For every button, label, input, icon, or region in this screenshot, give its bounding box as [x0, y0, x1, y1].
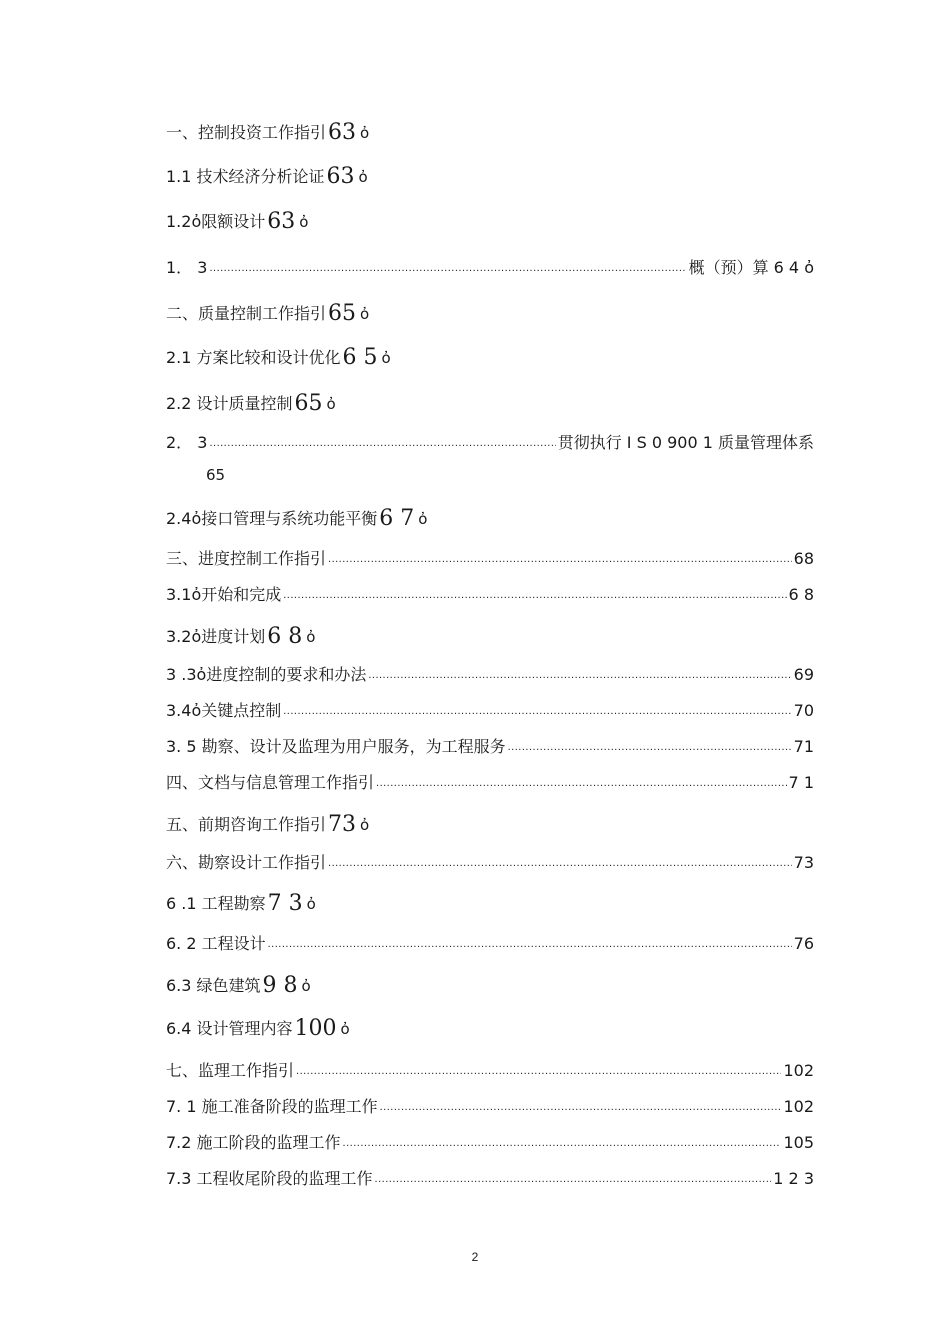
toc-entry-label: 6.4 设计管理内容 — [166, 1019, 293, 1038]
toc-entry-page: 概（预）算 6 4 ὀ — [688, 258, 814, 277]
toc-entry[interactable] — [166, 929, 814, 955]
toc-entry-page: 102 — [783, 1097, 814, 1116]
toc-entry-page: 70 — [793, 701, 814, 720]
toc-entry[interactable] — [166, 299, 814, 325]
toc-entry-mark: ὀ — [360, 124, 370, 142]
toc-entry-mark: ὀ — [360, 305, 370, 323]
toc-entry-mark: ὀ — [326, 395, 336, 413]
toc-entry-label: 3.2ὀ进度计划 — [166, 627, 266, 646]
toc-leader-dots — [380, 1098, 782, 1116]
toc-entry-page: 1 2 3 — [773, 1169, 814, 1188]
toc-entry-mark: ὀ — [358, 168, 368, 186]
toc-entry-label: 1.1 技术经济分析论证 — [166, 167, 325, 186]
toc-leader-dots — [376, 774, 787, 792]
toc-entry-label: 7.2 施工阶段的监理工作 — [166, 1133, 341, 1152]
toc-leader-dots — [283, 702, 791, 720]
toc-entry-mark: ὀ — [381, 349, 391, 367]
toc-entry-page: 6 7 — [379, 506, 415, 531]
toc-entry-page: 65 — [294, 391, 323, 416]
toc-entry-label: 1． 3 — [166, 258, 208, 277]
toc-entry-label: 二、质量控制工作指引 — [166, 304, 327, 323]
toc-entry-label: 1.2ὀ限额设计 — [166, 212, 266, 231]
toc-entry[interactable] — [166, 660, 814, 686]
toc-entry[interactable] — [166, 544, 814, 570]
toc-entry-label: 三、进度控制工作指引 — [166, 549, 327, 568]
toc-entry-page: 76 — [793, 934, 814, 953]
page-number: 2 — [471, 1250, 479, 1264]
toc-entry-page: 6 5 — [342, 345, 378, 370]
toc-entry-mark: ὀ — [299, 213, 309, 231]
toc-entry-label: 2.1 方案比较和设计优化 — [166, 348, 341, 367]
toc-entry[interactable] — [166, 1128, 814, 1154]
toc-entry-label: 6 .1 工程勘察 — [166, 894, 266, 913]
toc-entry[interactable] — [166, 207, 814, 233]
toc-entry-label: 3.4ὀ关键点控制 — [166, 701, 282, 720]
toc-entry-mark: ὀ — [340, 1020, 350, 1038]
toc-entry[interactable] — [166, 253, 814, 279]
toc-entry-label: 3.1ὀ开始和完成 — [166, 585, 282, 604]
toc-entry[interactable] — [166, 768, 814, 794]
toc-entry-page: 71 — [793, 737, 814, 756]
toc-entry-page: 65 — [328, 301, 357, 326]
toc-entry-page: 100 — [294, 1016, 337, 1041]
toc-entry[interactable] — [166, 162, 814, 188]
toc-entry[interactable] — [166, 889, 814, 915]
toc-entry[interactable] — [166, 971, 814, 997]
toc-leader-dots — [283, 586, 786, 604]
toc-entry-label: 2.2 设计质量控制 — [166, 394, 293, 413]
toc-entry-mark: ὀ — [360, 816, 370, 834]
toc-entry-page-continued: 65 — [206, 466, 226, 484]
toc-entry[interactable] — [166, 622, 814, 648]
toc-leader-dots — [296, 1062, 781, 1080]
toc-entry[interactable] — [166, 580, 814, 606]
toc-entry-page: 7 3 — [267, 891, 303, 916]
toc-entry-mark: ὀ — [301, 977, 311, 995]
toc-leader-dots — [328, 854, 792, 872]
toc-entry[interactable] — [166, 343, 814, 369]
toc-leader-dots — [368, 666, 791, 684]
toc-entry-page: 105 — [783, 1133, 814, 1152]
toc-entry-mark: ὀ — [306, 895, 316, 913]
toc-entry[interactable] — [166, 810, 814, 836]
toc-leader-dots — [268, 935, 792, 953]
toc-entry-page: 贯彻执行 I S 0 900 1 质量管理体系 — [557, 433, 814, 452]
toc-entry-mark: ὀ — [418, 510, 428, 528]
toc-entry-label: 四、文档与信息管理工作指引 — [166, 773, 375, 792]
toc-entry-label: 2． 3 — [166, 433, 208, 452]
toc-entry-label: 五、前期咨询工作指引 — [166, 815, 327, 834]
toc-entry-label: 六、勘察设计工作指引 — [166, 853, 327, 872]
toc-entry[interactable] — [166, 848, 814, 874]
toc-entry-page: 7 1 — [788, 773, 814, 792]
toc-entry-page: 63 — [326, 164, 355, 189]
toc-entry-label: 3. 5 勘察、设计及监理为用户服务，为工程服务 — [166, 737, 506, 756]
toc-leader-dots — [375, 1170, 772, 1188]
toc-entry[interactable] — [166, 428, 814, 454]
toc-entry[interactable] — [166, 696, 814, 722]
toc-entry-page: 63 — [267, 209, 296, 234]
toc-entry-label: 6.3 绿色建筑 — [166, 976, 261, 995]
toc-entry[interactable] — [166, 504, 814, 530]
toc-entry[interactable] — [166, 1014, 814, 1040]
toc-leader-dots — [209, 259, 686, 277]
toc-entry-page: 9 8 — [262, 973, 298, 998]
toc-entry-page: 6 8 — [267, 624, 303, 649]
toc-entry-mark: ὀ — [306, 628, 316, 646]
toc-leader-dots — [328, 550, 792, 568]
toc-entry-page: 102 — [783, 1061, 814, 1080]
toc-entry[interactable] — [166, 1164, 814, 1190]
toc-entry-label: 7. 1 施工准备阶段的监理工作 — [166, 1097, 378, 1116]
toc-entry-page: 68 — [793, 549, 814, 568]
toc-entry-label: 2.4ὀ接口管理与系统功能平衡 — [166, 509, 378, 528]
toc-entry-label: 7.3 工程收尾阶段的监理工作 — [166, 1169, 373, 1188]
toc-entry[interactable] — [166, 1056, 814, 1082]
toc-entry-label: 3 .3ὀ进度控制的要求和办法 — [166, 665, 367, 684]
toc-entry-page: 63 — [328, 120, 357, 145]
toc-entry-page: 73 — [328, 812, 357, 837]
toc-leader-dots — [343, 1134, 782, 1152]
toc-entry-page: 6 8 — [788, 585, 814, 604]
toc-entry-label: 七、监理工作指引 — [166, 1061, 295, 1080]
toc-entry[interactable] — [166, 389, 814, 415]
toc-entry[interactable] — [166, 118, 814, 144]
toc-entry-page: 69 — [793, 665, 814, 684]
toc-entry[interactable] — [166, 1092, 814, 1118]
toc-leader-dots — [508, 738, 792, 756]
toc-entry-label: 一、控制投资工作指引 — [166, 123, 327, 142]
toc-entry-page: 73 — [793, 853, 814, 872]
toc-entry[interactable] — [166, 732, 814, 758]
toc-leader-dots — [209, 434, 555, 452]
toc-entry-label: 6. 2 工程设计 — [166, 934, 266, 953]
